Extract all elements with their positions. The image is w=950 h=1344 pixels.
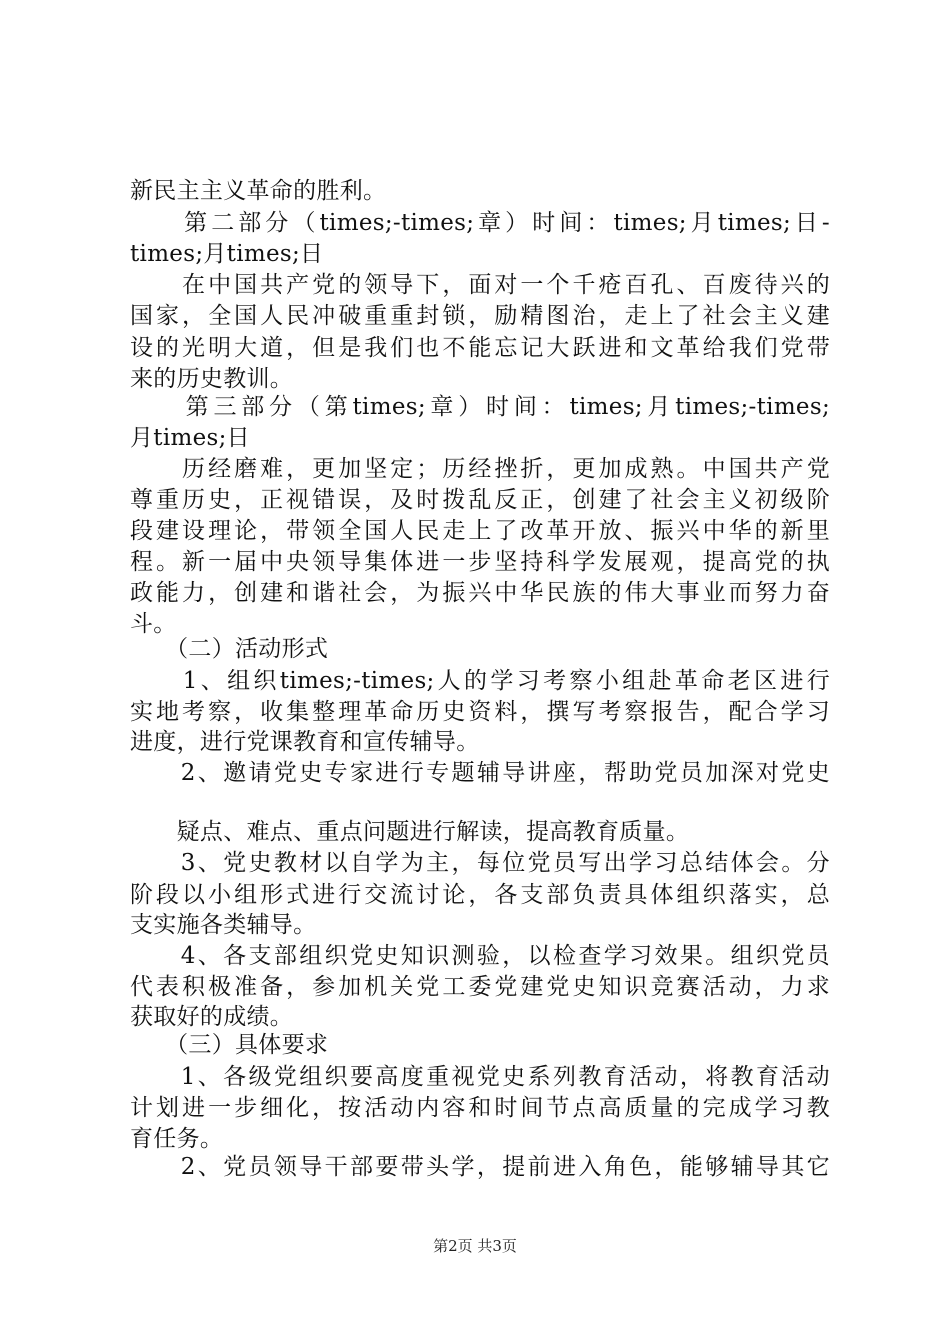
text-line: 程。新一届中央领导集体进一步坚持科学发展观，提高党的执 [130, 549, 830, 575]
text-line: 第二部分（times;-times;章）时间：times;月times;日- [130, 210, 830, 236]
text-line: 育任务。 [130, 1126, 224, 1152]
text-line: 疑点、难点、重点问题进行解读，提高教育质量。 [130, 819, 690, 845]
text-line: 尊重历史，正视错误，及时拨乱反正，创建了社会主义初级阶 [130, 487, 830, 513]
section-heading: （三）具体要求 [130, 1032, 329, 1058]
text-line: 4、各支部组织党史知识测验，以检查学习效果。组织党员 [130, 943, 830, 969]
text-line: 政能力，创建和谐社会，为振兴中华民族的伟大事业而努力奋 [130, 580, 830, 606]
text-line: 阶段以小组形式进行交流讨论，各支部负责具体组织落实，总 [130, 882, 830, 908]
text-line: 实地考察，收集整理革命历史资料，撰写考察报告，配合学习 [130, 699, 830, 725]
text-line: 国家，全国人民冲破重重封锁，励精图治，走上了社会主义建 [130, 303, 830, 329]
text-line: times;月times;日 [130, 241, 324, 267]
section-heading: （二）活动形式 [130, 636, 329, 662]
text-line: 新民主主义革命的胜利。 [130, 178, 387, 204]
text-line: 计划进一步细化，按活动内容和时间节点高质量的完成学习教 [130, 1095, 830, 1121]
text-line: 代表积极准备，参加机关党工委党建党史知识竞赛活动，力求 [130, 974, 830, 1000]
text-line: 历经磨难，更加坚定；历经挫折，更加成熟。中国共产党 [130, 456, 830, 482]
text-line: 在中国共产党的领导下，面对一个千疮百孔、百废待兴的 [130, 272, 830, 298]
text-line: 2、邀请党史专家进行专题辅导讲座，帮助党员加深对党史 [130, 760, 830, 786]
text-line: 斗。 [130, 611, 177, 637]
text-line: 段建设理论，带领全国人民走上了改革开放、振兴中华的新里 [130, 518, 830, 544]
text-line: 第三部分（第times;章）时间：times;月times;-times; [130, 394, 830, 420]
text-line: 进度，进行党课教育和宣传辅导。 [130, 729, 480, 755]
page-number-footer: 第2页 共3页 [433, 1237, 517, 1255]
text-line: 来的历史教训。 [130, 366, 294, 392]
text-line: 3、党史教材以自学为主，每位党员写出学习总结体会。分 [130, 850, 830, 876]
text-line: 获取好的成绩。 [130, 1004, 294, 1030]
text-line: 设的光明大道，但是我们也不能忘记大跃进和文革给我们党带 [130, 335, 830, 361]
text-line: 1、各级党组织要高度重视党史系列教育活动，将教育活动 [130, 1064, 830, 1090]
text-line: 1、组织times;-times;人的学习考察小组赴革命老区进行 [130, 668, 830, 694]
text-line: 2、党员领导干部要带头学，提前进入角色，能够辅导其它 [130, 1154, 830, 1180]
text-line: 月times;日 [130, 425, 250, 451]
text-line: 支实施各类辅导。 [130, 912, 317, 938]
